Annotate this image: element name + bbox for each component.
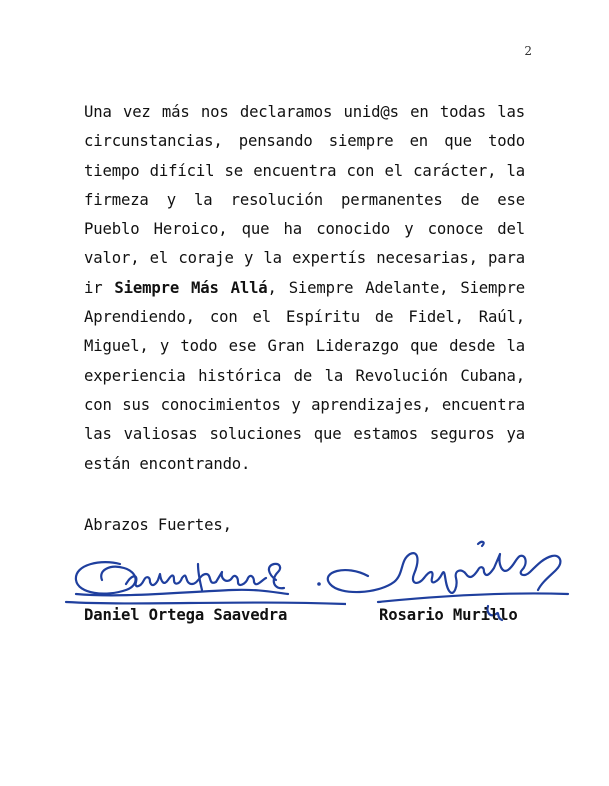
body-text-part-2: , Siempre Adelante, Siempre Aprendiendo, con el Espíritu de Fidel, Raúl, Miguel, y todo ese Gran Liderazgo que desde la experiencia histórica de la Revolución Cubana, con sus conocimientos y aprendizajes, encuentra las valiosas soluciones que estamos seguros ya están encontrando. (84, 278, 525, 473)
closing-salutation: Abrazos Fuertes, (84, 516, 232, 534)
signature-daniel-ortega (62, 550, 346, 610)
body-text-part-1: Una vez más nos declaramos unid@s en todas las circunstancias, pensando siempre en que todo tiempo difícil se encuentra con el carácter, la firmeza y la resolución permanentes de ese Pueblo Heroico, que ha conocido y conoce del valor, el coraje y la expertís necesarias, para ir (84, 103, 525, 297)
signer-name-daniel-ortega: Daniel Ortega Saavedra (84, 606, 288, 624)
letter-body (84, 98, 525, 479)
page-number: 2 (524, 44, 532, 58)
emphasis-siempre-mas-alla: Siempre Más Allá (114, 278, 268, 297)
signer-name-rosario-murillo: Rosario Murillo (379, 606, 518, 624)
